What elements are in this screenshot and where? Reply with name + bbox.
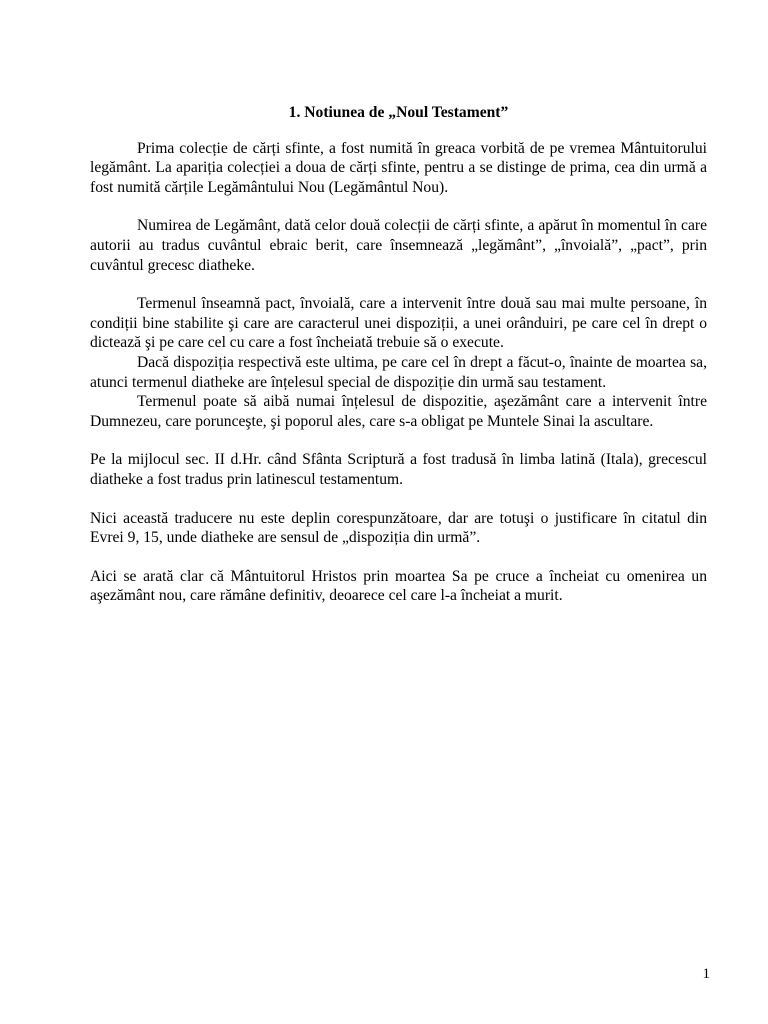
- paragraph-4: Dacă dispoziția respectivă este ultima, pe care cel în drept a făcut-o, înainte de moartea sa, atunci termenul diatheke are înțelesul special de dispoziție din urmă sau testament.: [90, 353, 707, 391]
- document-body: [90, 103, 707, 606]
- paragraph-6: Pe la mijlocul sec. II d.Hr. când Sfânta Scriptură a fost tradusă în limba latină (Itala), grecescul diatheke a fost tradus prin latinescul testamentum.: [90, 451, 707, 488]
- paragraph-8: Aici se arată clar că Mântuitorul Hristos prin moartea Sa pe cruce a încheiat cu omenirea un aşezământ nou, care rămâne definitiv, deoarece cel care l-a încheiat a murit.: [90, 567, 707, 605]
- page-number: 1: [702, 966, 710, 982]
- paragraph-5: Termenul poate să aibă numai înțelesul de dispozitie, aşezământ care a intervenit între Dumnezeu, care porunceşte, şi poporul ales, care s-a obligat pe Muntele Sinai la ascultare.: [90, 393, 707, 430]
- paragraph-2: Numirea de Legământ, dată celor două colecții de cărți sfinte, a apărut în momentul în care autorii au tradus cuvântul ebraic berit, care însemnează „legământ”, „învoială”, „pact”, prin cuvântul grecesc diatheke.: [90, 217, 707, 274]
- paragraph-1: Prima colecție de cărți sfinte, a fost numită în greaca vorbită de pe vremea Mântuitorului legământ. La apariția colecției a doua de cărți sfinte, pentru a se distinge de prima, cea din urmă a fost numită cărțile Legământului Nou (Legământul Nou).: [90, 139, 707, 196]
- paragraph-3: Termenul înseamnă pact, învoială, care a intervenit între două sau mai multe persoane, în condiții bine stabilite şi care are caracterul unei dispoziții, a unei orânduiri, pe care cel în drept o dictează şi pe care cel cu care a fost încheiată trebuie să o execute.: [90, 295, 707, 352]
- document-title: 1. Notiunea de „Noul Testament”: [288, 104, 509, 121]
- paragraph-7: Nici această traducere nu este deplin corespunzătoare, dar are totuşi o justificare în citatul din Evrei 9, 15, unde diatheke are sensul de „dispoziția din urmă”.: [90, 509, 707, 547]
